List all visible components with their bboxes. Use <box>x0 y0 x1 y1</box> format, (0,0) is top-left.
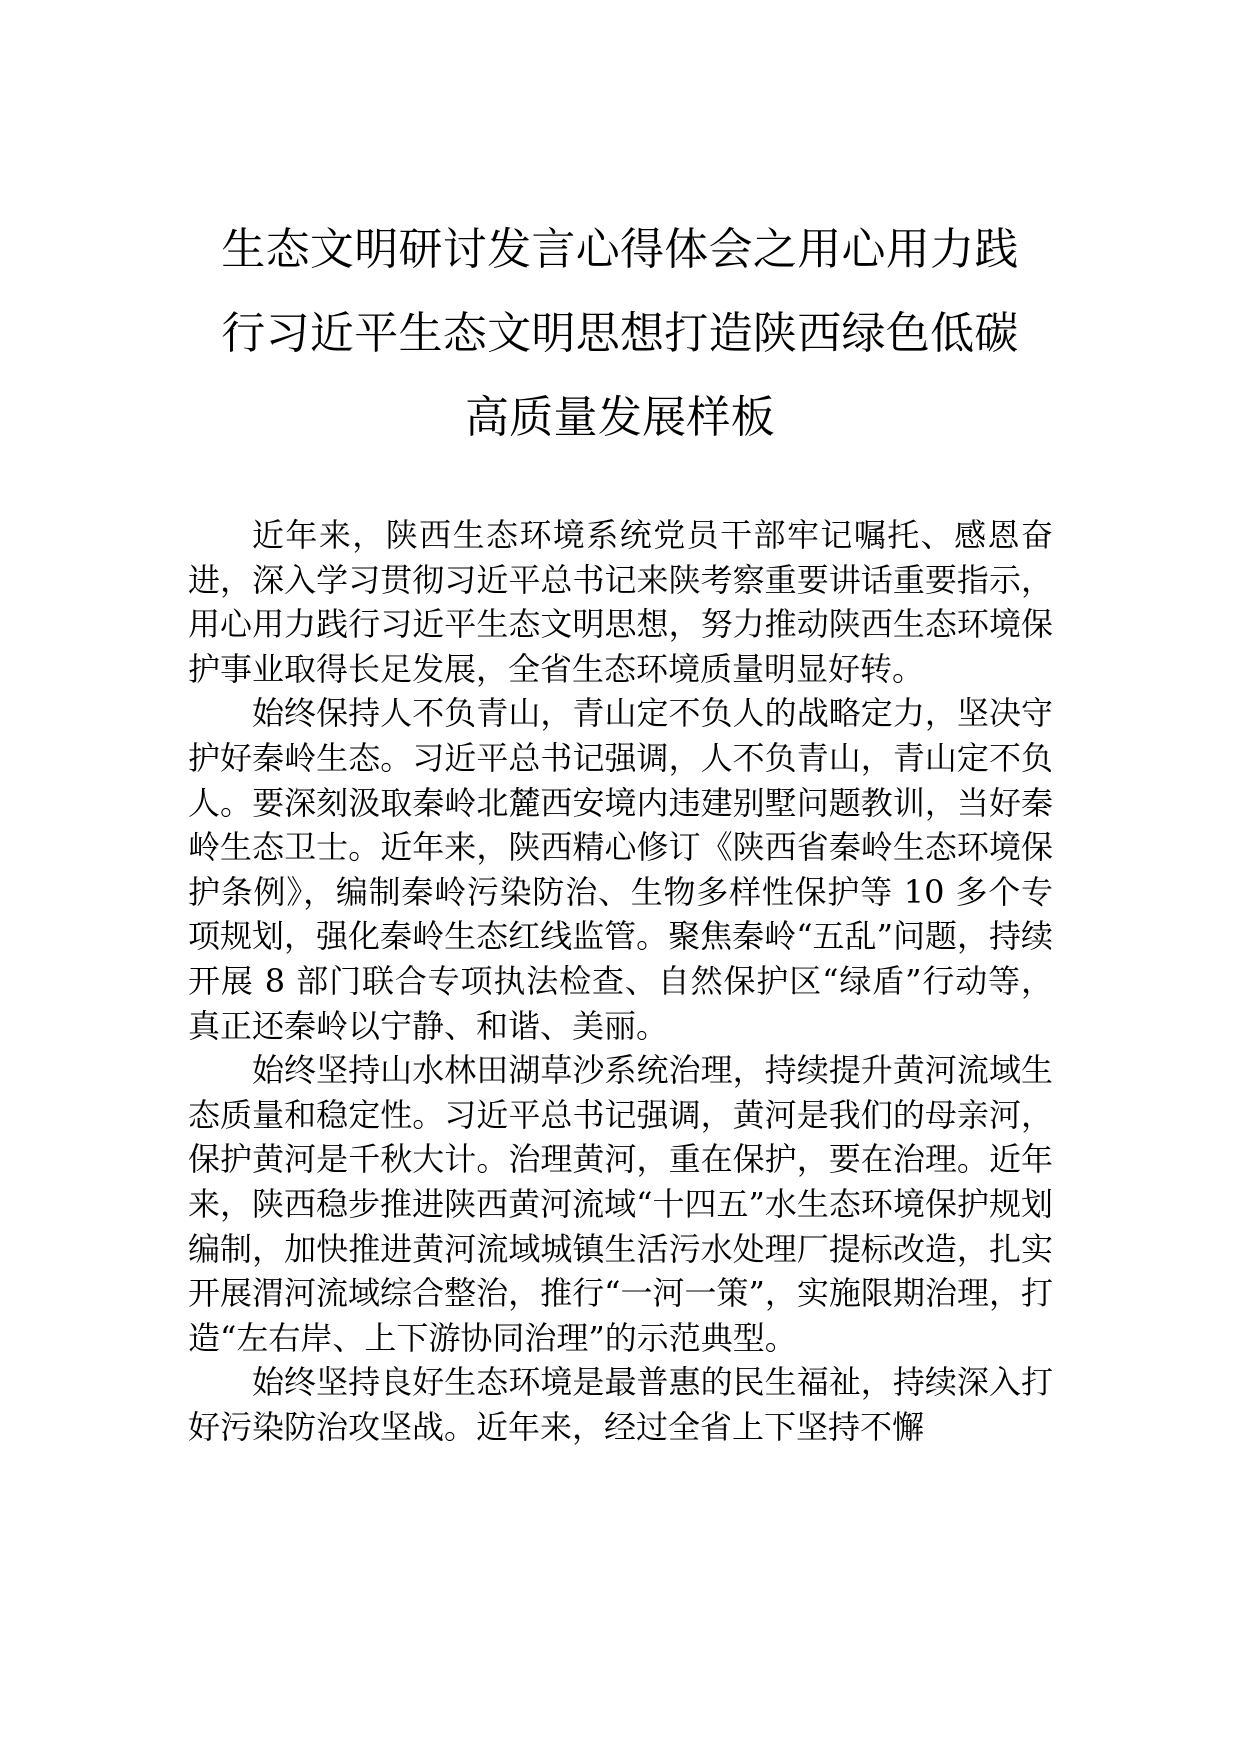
body-paragraph: 始终坚持山水林田湖草沙系统治理，持续提升黄河流域生态质量和稳定性。习近平总书记强调，黄河是我们的母亲河，保护黄河是千秋大计。治理黄河，重在保护，要在治理。近年来，陕西稳步推进陕西黄河流域“十四五”水生态环境保护规划编制，加快推进黄河流域城镇生活污水处理厂提标改造，扎实开展渭河流域综合整治，推行“一河一策”，实施限期治理，打造“左右岸、上下游协同治理”的示范典型。 <box>188 1051 1053 1357</box>
title-line: 生态文明研讨发言心得体会之用心用力践 <box>221 224 1019 275</box>
title-line: 高质量发展样板 <box>464 392 776 443</box>
body-paragraph: 始终保持人不负青山，青山定不负人的战略定力，坚决守护好秦岭生态。习近平总书记强调，人不负青山，青山定不负人。要深刻汲取秦岭北麓西安境内违建别墅问题教训，当好秦岭生态卫士。近年来，陕西精心修订《陕西省秦岭生态环境保护条例》，编制秦岭污染防治、生物多样性保护等 10 多个专项规划，强化秦岭生态红线监管。聚焦秦岭“五乱”问题，持续开展 8 部门联合专项执法检查、自然保护区“绿盾”行动等，真正还秦岭以宁静、和谐、美丽。 <box>188 694 1053 1045</box>
body-paragraph: 始终坚持良好生态环境是最普惠的民生福祉，持续深入打好污染防治攻坚战。近年来，经过全省上下坚持不懈 <box>188 1363 1053 1446</box>
body-paragraph: 近年来，陕西生态环境系统党员干部牢记嘱托、感恩奋进，深入学习贯彻习近平总书记来陕考察重要讲话重要指示，用心用力践行习近平生态文明思想，努力推动陕西生态环境保护事业取得长足发展，全省生态环境质量明显好转。 <box>188 516 1053 688</box>
title-line: 行习近平生态文明思想打造陕西绿色低碳 <box>221 308 1019 359</box>
document-title <box>200 208 1040 460</box>
document-body <box>188 513 1053 1449</box>
